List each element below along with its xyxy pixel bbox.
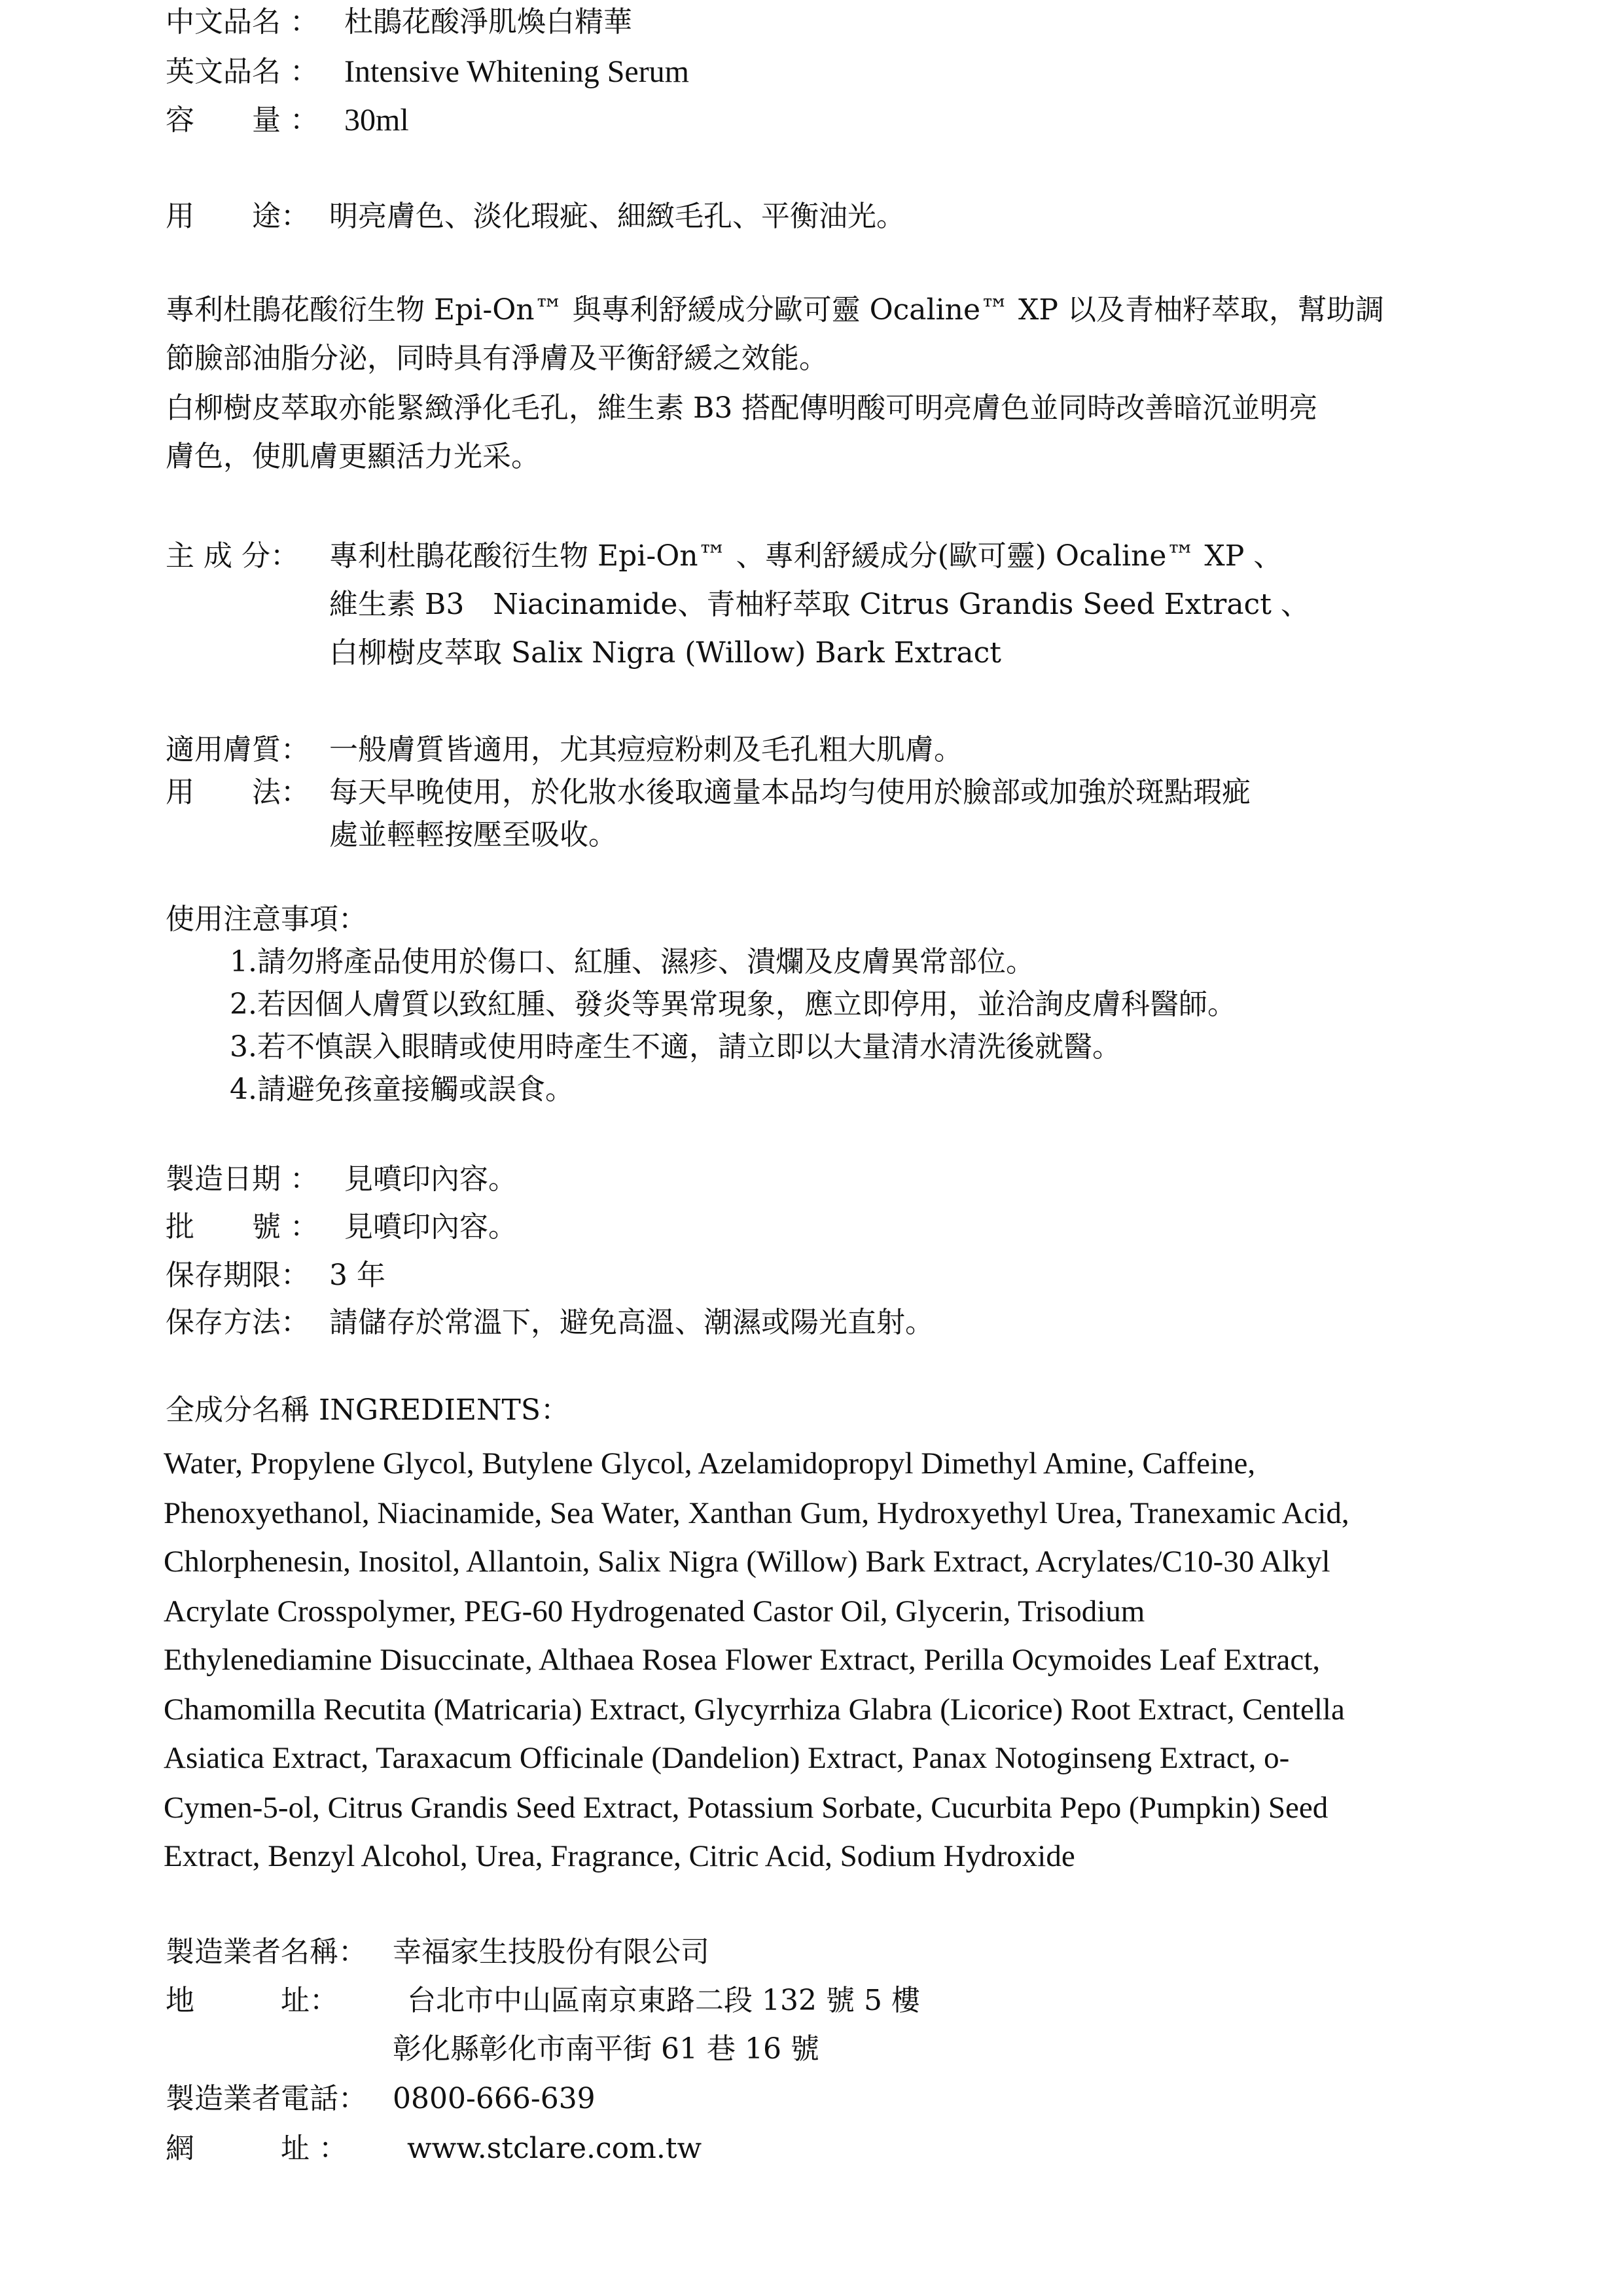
usage-line: 處並輕輕按壓至吸收。 [329, 818, 617, 852]
volume-label: 容 量 ： [166, 103, 319, 137]
main-ingredient-line: 維生素 B3 Niacinamide、青柚籽萃取 Citrus Grandis Seed Extract 、 [329, 588, 1310, 621]
address-label: 地 址： [166, 1984, 338, 2017]
skin-type-label: 適用膚質： [166, 733, 310, 766]
ingredients-line: Water, Propylene Glycol, Butylene Glycol, Azelamidopropyl Dimethyl Amine, Caffeine, [164, 1446, 1256, 1480]
ingredients-line: Phenoxyethanol, Niacinamide, Sea Water, Xanthan Gum, Hydroxyethyl Urea, Tranexamic Acid, [164, 1496, 1349, 1530]
cautions-title: 使用注意事項： [166, 903, 367, 936]
main-ingredients-label: 主 成 分： [166, 539, 299, 573]
caution-item: 2.若因個人膚質以致紅腫、發炎等異常現象，應立即停用，並洽詢皮膚科醫師。 [230, 988, 1236, 1021]
purpose-label: 用 途： [166, 200, 310, 233]
description-line: 節臉部油脂分泌，同時具有淨膚及平衡舒緩之效能。 [166, 342, 828, 375]
skin-type: 一般膚質皆適用，尤其痘痘粉刺及毛孔粗大肌膚。 [329, 733, 963, 766]
shelf-life-label: 保存期限： [166, 1259, 310, 1292]
mfg-date: 見噴印內容。 [344, 1162, 517, 1196]
volume: 30ml [344, 103, 409, 137]
phone-label: 製造業者電話： [166, 2082, 367, 2115]
batch: 見噴印內容。 [344, 1210, 517, 1244]
ingredients-line: Ethylenediamine Disuccinate, Althaea Rosea Flower Extract, Perilla Ocymoides Leaf Extract, [164, 1643, 1321, 1677]
en-name-label: 英文品名 ： [166, 55, 319, 88]
website-link[interactable]: www.stclare.com.tw [407, 2132, 702, 2165]
caution-item: 1.請勿將產品使用於傷口、紅腫、濕疹、潰爛及皮膚異常部位。 [230, 945, 1035, 978]
description-line: 專利杜鵑花酸衍生物 Epi-On™ 與專利舒緩成分歐可靈 Ocaline™ XP 以及青柚籽萃取，幫助調 [166, 293, 1384, 327]
address-line: 彰化縣彰化市南平街 61 巷 16 號 [393, 2032, 819, 2066]
shelf-life: 3 年 [329, 1259, 385, 1292]
main-ingredient-line: 白柳樹皮萃取 Salix Nigra (Willow) Bark Extract [329, 636, 1001, 670]
en-name: Intensive Whitening Serum [344, 54, 690, 89]
website-label: 網 址 ： [166, 2132, 348, 2165]
manufacturer-name: 幸福家生技股份有限公司 [393, 1935, 709, 1969]
phone: 0800-666-639 [393, 2082, 596, 2115]
mfg-date-label: 製造日期 ： [166, 1162, 319, 1196]
ingredients-line: Chamomilla Recutita (Matricaria) Extract, Glycyrrhiza Glabra (Licorice) Root Extract, Centella [164, 1693, 1345, 1727]
usage-label: 用 法： [166, 776, 310, 809]
purpose: 明亮膚色、淡化瑕疵、細緻毛孔、平衡油光。 [329, 200, 905, 233]
ingredients-line: Asiatica Extract, Taraxacum Officinale (Dandelion) Extract, Panax Notoginseng Extract, o- [164, 1741, 1290, 1775]
cn-name: 杜鵑花酸淨肌煥白精華 [344, 5, 632, 39]
ingredients-line: Extract, Benzyl Alcohol, Urea, Fragrance, Citric Acid, Sodium Hydroxide [164, 1839, 1075, 1873]
manufacturer-name-label: 製造業者名稱： [166, 1935, 367, 1969]
cn-name-label: 中文品名 ： [166, 5, 319, 39]
ingredients-line: Chlorphenesin, Inositol, Allantoin, Salix Nigra (Willow) Bark Extract, Acrylates/C10-30 Alkyl [164, 1545, 1330, 1579]
main-ingredient-line: 專利杜鵑花酸衍生物 Epi-On™ 、專利舒緩成分(歐可靈) Ocaline™ XP 、 [329, 539, 1283, 573]
ingredients-line: Cymen-5-ol, Citrus Grandis Seed Extract, Potassium Sorbate, Cucurbita Pepo (Pumpkin) Seed [164, 1791, 1329, 1825]
description-line: 膚色，使肌膚更顯活力光采。 [166, 440, 540, 473]
ingredients-title: 全成分名稱 INGREDIENTS： [166, 1393, 570, 1427]
usage-line: 每天早晚使用，於化妝水後取適量本品均勻使用於臉部或加強於斑點瑕疵 [329, 776, 1251, 809]
storage-label: 保存方法： [166, 1306, 310, 1339]
storage: 請儲存於常溫下，避免高溫、潮濕或陽光直射。 [329, 1306, 934, 1339]
ingredients-line: Acrylate Crosspolymer, PEG-60 Hydrogenated Castor Oil, Glycerin, Trisodium [164, 1594, 1145, 1628]
batch-label: 批 號 ： [166, 1210, 319, 1244]
caution-item: 3.若不慎誤入眼睛或使用時產生不適，請立即以大量清水清洗後就醫。 [230, 1030, 1121, 1064]
caution-item: 4.請避免孩童接觸或誤食。 [230, 1073, 574, 1106]
description-line: 白柳樹皮萃取亦能緊緻淨化毛孔，維生素 B3 搭配傳明酸可明亮膚色並同時改善暗沉並明亮 [166, 391, 1318, 425]
address-line: 台北市中山區南京東路二段 132 號 5 樓 [407, 1984, 920, 2017]
